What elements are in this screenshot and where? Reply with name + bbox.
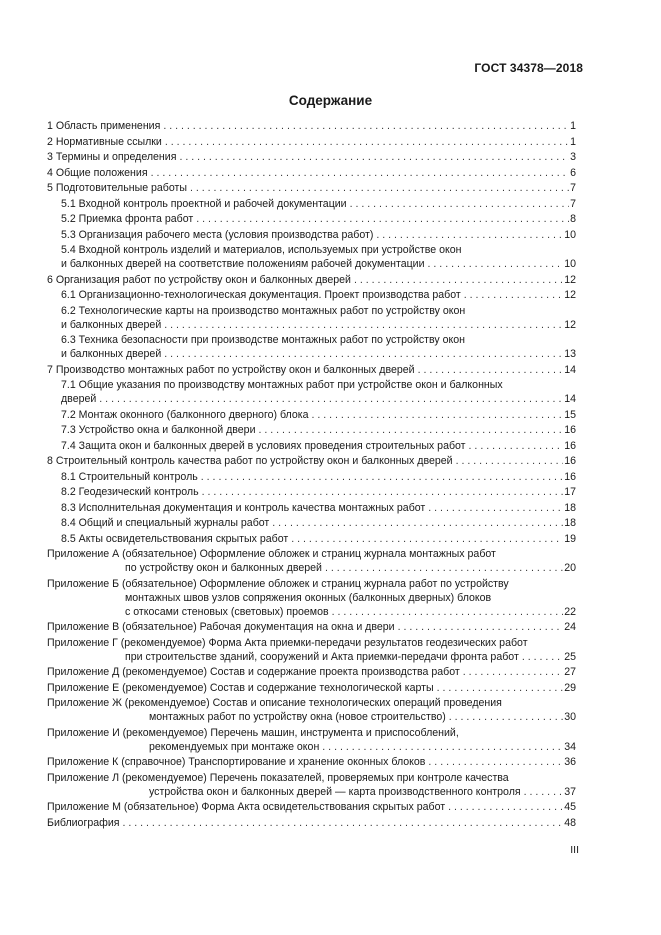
toc-page-number: 22 <box>564 605 576 618</box>
toc-entry[interactable] <box>47 547 576 575</box>
toc-entry[interactable] <box>47 378 576 406</box>
toc-entry[interactable] <box>47 501 576 515</box>
toc-entry-text: 7.2 Монтаж оконного (балконного дверного) блока <box>61 408 309 421</box>
toc-page-number: 16 <box>564 455 576 467</box>
toc-page-number: 13 <box>564 348 576 360</box>
toc-entry[interactable] <box>47 636 576 664</box>
toc-page-number: 18 <box>564 501 576 514</box>
toc-entry-text: Приложение В (обязательное) Рабочая документация на окна и двери <box>47 621 395 633</box>
toc-entry-text: 3 Термины и определения <box>47 151 177 163</box>
toc-entry-text: 5.1 Входной контроль проектной и рабочей документации <box>61 197 347 210</box>
dot-leader <box>428 501 563 515</box>
toc-entry-text: 7.1 Общие указания по производству монтажных работ при устройстве окон и балконных <box>61 379 503 391</box>
dot-leader <box>202 485 564 499</box>
toc-entry[interactable] <box>47 150 576 164</box>
toc-entry-text: Приложение А (обязательное) Оформление обложек и страниц журнала монтажных работ <box>47 548 496 560</box>
toc-entry-text: Приложение Ж (рекомендуемое) Состав и описание технологических операций проведения <box>47 697 502 709</box>
toc-entry[interactable] <box>47 439 576 453</box>
toc-entry[interactable] <box>47 485 576 499</box>
dot-leader <box>164 347 563 361</box>
toc-entry[interactable] <box>47 166 576 180</box>
dot-leader <box>376 228 563 242</box>
toc-entry[interactable] <box>47 771 576 799</box>
toc-entry-text: монтажных швов узлов сопряжения оконных (балконных дверных) блоков <box>125 591 492 604</box>
toc-entry[interactable] <box>47 470 576 484</box>
dot-leader <box>437 681 564 695</box>
toc-page-number: 27 <box>564 666 576 678</box>
toc-entry[interactable] <box>47 696 576 724</box>
toc-entry-text: и балконных дверей <box>61 318 162 331</box>
toc-entry-text: Приложение Г (рекомендуемое) Форма Акта приемки-передачи результатов геодезических работ <box>47 636 528 649</box>
toc-entry-text: Библиография <box>47 816 120 829</box>
toc-entry-text: Приложение Е (рекомендуемое) Состав и содержание технологической карты <box>47 681 434 694</box>
toc-page-number: 18 <box>564 517 576 529</box>
toc-page-number: 14 <box>564 393 576 405</box>
toc-entry-text: 5.3 Организация рабочего места (условия производства работ) <box>61 228 374 241</box>
toc-page-number: 16 <box>564 424 576 436</box>
dot-leader <box>196 212 569 226</box>
dot-leader <box>99 392 563 406</box>
toc-entry[interactable] <box>47 665 576 679</box>
toc-page-number: 25 <box>564 650 576 663</box>
toc-entry[interactable] <box>47 454 576 468</box>
toc-page-number: 29 <box>564 681 576 694</box>
dot-leader <box>151 166 570 180</box>
dot-leader <box>418 363 564 377</box>
toc-entry[interactable] <box>47 304 576 332</box>
toc-page-number: 1 <box>570 120 576 132</box>
toc-entry[interactable] <box>47 212 576 226</box>
toc-page-number: 45 <box>564 801 576 813</box>
toc-entry-text: с откосами стеновых (световых) проемов <box>125 605 329 618</box>
toc-entry-text: по устройству окон и балконных дверей <box>125 562 322 574</box>
dot-leader <box>469 439 564 453</box>
toc-page-number: 8 <box>570 213 576 225</box>
toc-page-number: 48 <box>564 816 576 829</box>
toc-page-number: 37 <box>564 785 576 798</box>
toc-page-number: 30 <box>564 711 576 723</box>
toc-page-number: 7 <box>570 182 576 194</box>
toc-entry[interactable] <box>47 181 576 195</box>
toc-page-number: 19 <box>564 532 576 545</box>
dot-leader <box>201 470 563 484</box>
toc-entry-text: устройства окон и балконных дверей — карта производственного контроля <box>149 785 521 798</box>
toc-entry[interactable] <box>47 620 576 634</box>
toc-entry-text: 1 Область применения <box>47 120 161 132</box>
toc-page-number: 10 <box>564 258 576 270</box>
toc-entry-text: монтажных работ по устройству окна (новое строительство) <box>149 711 446 723</box>
toc-entry-text: дверей <box>61 393 97 405</box>
toc-page-number: 24 <box>564 621 576 633</box>
toc-entry[interactable] <box>47 755 576 769</box>
toc-entry[interactable] <box>47 800 576 814</box>
dot-leader <box>332 605 564 619</box>
toc-entry[interactable] <box>47 408 576 422</box>
table-of-contents <box>47 119 576 831</box>
toc-page-number: 16 <box>564 470 576 483</box>
toc-page-number: 7 <box>570 197 576 210</box>
dot-leader <box>524 785 564 799</box>
toc-entry-text: Приложение И (рекомендуемое) Перечень машин, инструмента и приспособлений, <box>47 726 459 739</box>
toc-entry[interactable] <box>47 119 576 133</box>
toc-entry[interactable] <box>47 363 576 377</box>
toc-page-number: 20 <box>564 562 576 574</box>
toc-entry-text: и балконных дверей <box>61 348 162 360</box>
toc-entry-text: 5.2 Приемка фронта работ <box>61 213 194 225</box>
dot-leader <box>428 257 564 271</box>
toc-entry-text: 6.3 Техника безопасности при производстве монтажных работ по устройству окон <box>61 334 466 346</box>
dot-leader <box>354 273 563 287</box>
dot-leader <box>522 650 563 664</box>
dot-leader <box>163 119 569 133</box>
dot-leader <box>164 318 563 332</box>
toc-entry-text: и балконных дверей на соответствие положениям рабочей документации <box>61 258 425 270</box>
toc-entry[interactable] <box>47 516 576 530</box>
toc-entry-text: Приложение К (справочное) Транспортирование и хранение оконных блоков <box>47 756 426 768</box>
page-title: Содержание <box>288 93 373 108</box>
dot-leader <box>448 800 563 814</box>
toc-entry-text: 7.3 Устройство окна и балконной двери <box>61 424 256 436</box>
toc-page-number: 12 <box>564 289 576 301</box>
toc-entry-text: 6.1 Организационно-технологическая документация. Проект производства работ <box>61 289 461 301</box>
dot-leader <box>428 755 563 769</box>
dot-leader <box>325 561 563 575</box>
toc-entry-text: 7.4 Защита окон и балконных дверей в условиях проведения строительных работ <box>61 439 466 452</box>
toc-entry-text: 8.3 Исполнительная документация и контроль качества монтажных работ <box>61 501 426 514</box>
dot-leader <box>312 408 564 422</box>
dot-leader <box>122 816 563 830</box>
dot-leader <box>463 665 563 679</box>
toc-entry[interactable] <box>47 333 576 361</box>
toc-entry-text: 6 Организация работ по устройству окон и балконных дверей <box>47 273 351 286</box>
toc-entry-text: 5.4 Входной контроль изделий и материалов, используемых при устройстве окон <box>61 244 462 256</box>
dot-leader <box>350 197 569 211</box>
toc-entry[interactable] <box>47 288 576 302</box>
toc-entry-text: 2 Нормативные ссылки <box>47 135 162 148</box>
toc-entry-text: Приложение М (обязательное) Форма Акта освидетельствования скрытых работ <box>47 801 446 813</box>
dot-leader <box>291 532 563 546</box>
dot-leader <box>449 710 563 724</box>
toc-page-number: 12 <box>564 273 576 286</box>
document-code: ГОСТ 34378—2018 <box>474 61 583 75</box>
toc-page-number: 1 <box>570 135 576 148</box>
toc-entry-text: 8.2 Геодезический контроль <box>61 486 199 498</box>
toc-entry-text: при строительстве зданий, сооружений и Акта приемки-передачи фронта работ <box>125 650 519 663</box>
dot-leader <box>259 423 564 437</box>
dot-leader <box>179 150 569 164</box>
toc-entry[interactable] <box>47 228 576 242</box>
toc-entry-text: 8.4 Общий и специальный журналы работ <box>61 517 270 529</box>
toc-page-number: 17 <box>564 486 576 498</box>
toc-page-number: 14 <box>564 363 576 376</box>
toc-entry[interactable] <box>47 423 576 437</box>
toc-page-number: 10 <box>564 228 576 241</box>
toc-entry[interactable] <box>47 681 576 695</box>
toc-entry-text: рекомендуемых при монтаже окон <box>149 740 320 753</box>
dot-leader <box>272 516 563 530</box>
toc-entry-text: 5 Подготовительные работы <box>47 182 187 194</box>
toc-entry[interactable] <box>47 532 576 546</box>
toc-page-number: 36 <box>564 756 576 768</box>
toc-entry-text: 8.1 Строительный контроль <box>61 470 198 483</box>
toc-entry-text: 8 Строительный контроль качества работ по устройству окон и балконных дверей <box>47 455 453 467</box>
toc-page-number: 3 <box>570 151 576 163</box>
toc-entry[interactable] <box>47 816 576 830</box>
toc-entry-text: 6.2 Технологические карты на производство монтажных работ по устройству окон <box>61 304 466 317</box>
dot-leader <box>398 620 564 634</box>
toc-page-number: 15 <box>564 408 576 421</box>
toc-entry[interactable] <box>47 577 576 619</box>
toc-page-number: 12 <box>564 318 576 331</box>
toc-entry[interactable] <box>47 197 576 211</box>
dot-leader <box>165 135 569 149</box>
toc-entry[interactable] <box>47 243 576 271</box>
toc-entry-text: Приложение Б (обязательное) Оформление обложек и страниц журнала работ по устройству <box>47 577 509 590</box>
toc-entry-text: 8.5 Акты освидетельствования скрытых работ <box>61 532 289 545</box>
dot-leader <box>456 454 564 468</box>
dot-leader <box>464 288 563 302</box>
page-number: III <box>570 844 579 856</box>
toc-entry-text: 4 Общие положения <box>47 166 148 179</box>
toc-entry-text: 7 Производство монтажных работ по устройству окон и балконных дверей <box>47 363 415 376</box>
toc-entry[interactable] <box>47 273 576 287</box>
dot-leader <box>322 740 563 754</box>
toc-entry[interactable] <box>47 726 576 754</box>
toc-page-number: 6 <box>570 166 576 179</box>
toc-entry-text: Приложение Л (рекомендуемое) Перечень показателей, проверяемых при контроле качества <box>47 771 509 784</box>
toc-entry[interactable] <box>47 135 576 149</box>
toc-page-number: 34 <box>564 740 576 753</box>
toc-page-number: 16 <box>564 439 576 452</box>
dot-leader <box>190 181 569 195</box>
toc-entry-text: Приложение Д (рекомендуемое) Состав и содержание проекта производства работ <box>47 666 460 678</box>
